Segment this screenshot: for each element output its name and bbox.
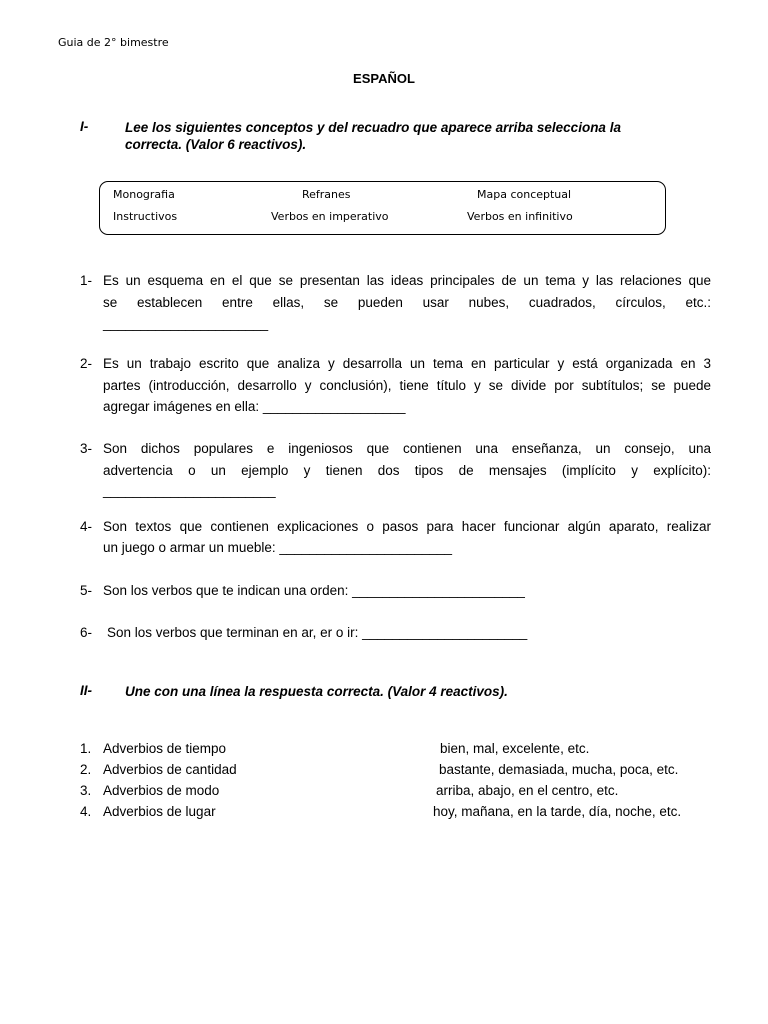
match-left-number: 1. [80, 741, 92, 756]
question-line-with-blank[interactable]: Son los verbos que terminan en ar, er o ir: ______________________ [107, 625, 528, 640]
section-1-instruction-line-1: Lee los siguientes conceptos y del recuadro que aparece arriba selecciona la [125, 120, 621, 135]
question-number: 4- [80, 519, 93, 534]
match-left-item: Adverbios de lugar [103, 804, 216, 819]
page-title: ESPAÑOL [353, 71, 415, 86]
question-line: partes (introducción, desarrollo y conclusión), tiene título y se divide por subtítulos; se puede [103, 378, 711, 393]
section-2-number: II- [80, 683, 92, 698]
match-left-number: 4. [80, 804, 92, 819]
answer-blank[interactable]: ______________________ [103, 316, 269, 331]
question-number: 5- [80, 583, 93, 598]
match-left-number: 2. [80, 762, 92, 777]
answer-blank[interactable]: _______________________ [103, 483, 276, 498]
section-2-instruction: Une con una línea la respuesta correcta. (Valor 4 reactivos). [125, 684, 508, 699]
match-left-item: Adverbios de tiempo [103, 741, 227, 756]
match-right-item: bastante, demasiada, mucha, poca, etc. [439, 762, 679, 777]
question-number: 3- [80, 441, 93, 456]
question-line: Son dichos populares e ingeniosos que contienen una enseñanza, un consejo, una [103, 441, 711, 456]
question-line: Son textos que contienen explicaciones o pasos para hacer funcionar algún aparato, realizar [103, 519, 711, 534]
question-line-with-blank[interactable]: Son los verbos que te indican una orden: _______________________ [103, 583, 525, 598]
match-right-item: bien, mal, excelente, etc. [440, 741, 590, 756]
word-bank-item: Verbos en imperativo [271, 210, 389, 223]
question-line: Es un trabajo escrito que analiza y desarrolla un tema en particular y está organizada en 3 [103, 356, 711, 371]
section-1-instruction-line-2: correcta. (Valor 6 reactivos). [125, 137, 307, 152]
question-line-with-blank[interactable]: agregar imágenes en ella: ___________________ [103, 399, 406, 414]
word-bank-item: Mapa conceptual [477, 188, 572, 201]
match-left-item: Adverbios de modo [103, 783, 220, 798]
question-number: 6- [80, 625, 93, 640]
match-right-item: hoy, mañana, en la tarde, día, noche, etc. [433, 804, 682, 819]
document-header: Guia de 2° bimestre [58, 36, 169, 49]
word-bank-item: Instructivos [113, 210, 178, 223]
question-line: Es un esquema en el que se presentan las ideas principales de un tema y las relaciones que [103, 273, 711, 288]
question-number: 2- [80, 356, 93, 371]
question-line: advertencia o un ejemplo y tienen dos tipos de mensajes (implícito y explícito): [103, 463, 711, 478]
question-line: se establecen entre ellas, se pueden usar nubes, cuadrados, círculos, etc.: [103, 295, 711, 310]
question-line-with-blank[interactable]: un juego o armar un mueble: _______________________ [103, 540, 453, 555]
match-left-item: Adverbios de cantidad [103, 762, 237, 777]
question-number: 1- [80, 273, 93, 288]
word-bank-box [99, 181, 666, 235]
word-bank-item: Monografia [113, 188, 175, 201]
match-left-number: 3. [80, 783, 92, 798]
match-right-item: arriba, abajo, en el centro, etc. [436, 783, 619, 798]
word-bank-item: Verbos en infinitivo [467, 210, 573, 223]
word-bank-item: Refranes [302, 188, 351, 201]
section-1-number: I- [80, 119, 89, 134]
